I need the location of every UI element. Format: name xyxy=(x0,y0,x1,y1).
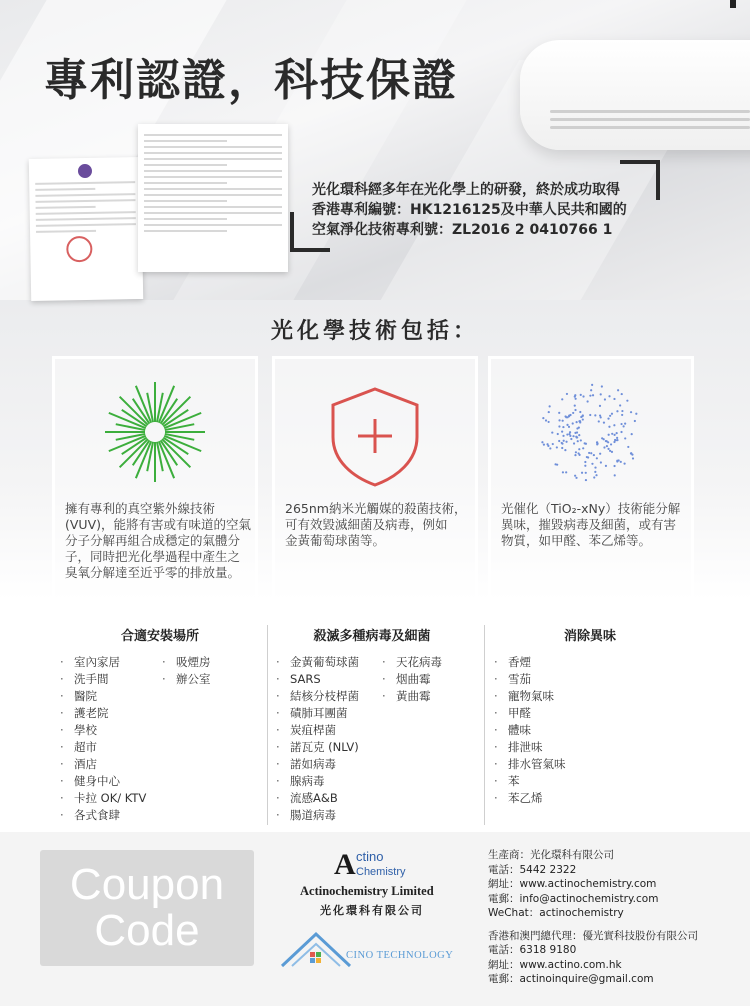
particle-dot xyxy=(561,398,563,400)
particle-dot xyxy=(607,448,609,450)
air-purifier-image xyxy=(520,40,750,150)
particle-dot xyxy=(611,413,613,415)
tech-section-title: 光化學技術包括： xyxy=(270,319,479,344)
particle-dot xyxy=(617,389,619,391)
germs-list-extra xyxy=(382,654,442,705)
particle-dot xyxy=(631,433,633,435)
tech-card-description xyxy=(501,501,687,549)
particle-dot xyxy=(580,439,582,441)
particle-dot xyxy=(603,446,605,448)
particle-dot xyxy=(547,445,549,447)
particle-dot xyxy=(561,447,563,449)
particle-dot xyxy=(574,396,576,398)
particle-dot xyxy=(624,437,626,439)
particle-dot xyxy=(623,425,625,427)
germ-item: · 天花病毒 xyxy=(382,654,442,671)
particle-dot xyxy=(548,421,550,423)
odor-item: · 排泄味 xyxy=(494,739,566,756)
particle-dot xyxy=(545,419,547,421)
particle-dot xyxy=(565,441,567,443)
places-heading: 合適安裝場所 xyxy=(120,629,199,644)
tech-card-description xyxy=(285,501,471,549)
particle-dot xyxy=(594,414,596,416)
tech-card-description xyxy=(65,501,251,581)
particle-dot xyxy=(600,393,602,395)
particle-dot xyxy=(605,465,607,467)
particle-dot xyxy=(584,442,586,444)
particle-dot xyxy=(603,438,605,440)
particle-dot xyxy=(576,436,578,438)
particle-dot xyxy=(619,404,621,406)
particle-dot xyxy=(556,464,558,466)
germs-list xyxy=(276,654,359,824)
column-divider xyxy=(484,625,485,825)
particle-dot xyxy=(605,440,607,442)
particle-dot xyxy=(634,420,636,422)
particle-dot xyxy=(599,414,601,416)
particle-dot xyxy=(569,431,571,433)
particle-dot xyxy=(596,441,598,443)
device-vent xyxy=(550,118,750,121)
particle-dot xyxy=(626,400,628,402)
particle-dot xyxy=(620,423,622,425)
patent-line: 香港專利編號：HK1216125及中華人民共和國的 xyxy=(312,202,627,218)
particle-dot xyxy=(623,463,625,465)
germs-heading: 殺滅多種病毒及細菌 xyxy=(313,629,431,644)
particle-dot xyxy=(558,419,560,421)
particle-dot xyxy=(564,449,566,451)
particle-dot xyxy=(574,409,576,411)
tech-card-tio2 xyxy=(488,356,694,600)
particle-dot xyxy=(548,411,550,413)
particle-dot xyxy=(591,384,593,386)
particle-dot xyxy=(620,461,622,463)
particle-dot xyxy=(577,440,579,442)
particle-dot xyxy=(582,414,584,416)
cino-technology-text: CINO TECHNOLOGY xyxy=(346,950,454,961)
particle-dot xyxy=(594,471,596,473)
particle-dot xyxy=(582,447,584,449)
particle-dot xyxy=(576,421,578,423)
odor-item: · 排水管氣味 xyxy=(494,756,566,773)
particle-dot xyxy=(627,446,629,448)
germ-item: · 磧肺耳團菌 xyxy=(276,705,359,722)
device-vent xyxy=(550,126,750,129)
particle-dot xyxy=(613,465,615,467)
particle-dot xyxy=(630,452,632,454)
particle-dot xyxy=(585,472,587,474)
page-headline: 專利認證，科技保證 xyxy=(44,55,458,106)
particle-dot xyxy=(595,474,597,476)
brand-name-en: Actinochemistry Limited xyxy=(300,884,434,898)
particle-dot xyxy=(596,457,598,459)
particle-dot xyxy=(568,426,570,428)
particle-dot xyxy=(581,472,583,474)
place-item: · 吸煙房 xyxy=(162,654,211,671)
desc-line: 擁有專利的真空紫外線技術 xyxy=(65,501,216,516)
particle-dot xyxy=(565,471,567,473)
particle-dot xyxy=(575,451,577,453)
cino-technology-logo xyxy=(276,926,476,970)
place-item: · 辦公室 xyxy=(162,671,211,688)
phone-line: 電話：5442 2322 xyxy=(488,863,577,876)
particle-dot xyxy=(570,438,572,440)
uv-burst-icon xyxy=(55,377,255,487)
particle-dot xyxy=(624,423,626,425)
place-item: · 各式食肆 xyxy=(60,807,146,824)
particle-dot xyxy=(608,395,610,397)
particle-dot xyxy=(551,431,553,433)
germ-item: · SARS xyxy=(276,671,359,688)
germ-item: · 腺病毒 xyxy=(276,773,359,790)
place-item: · 超市 xyxy=(60,739,146,756)
particle-dot xyxy=(608,434,610,436)
particle-dot xyxy=(578,448,580,450)
particle-dot xyxy=(594,466,596,468)
seal-icon xyxy=(66,236,92,262)
particle-dot xyxy=(589,395,591,397)
particle-dot xyxy=(561,430,563,432)
particle-dot xyxy=(635,413,637,415)
particle-dot xyxy=(549,405,551,407)
coupon-code-box xyxy=(40,850,254,966)
odor-item: · 苯 xyxy=(494,773,566,790)
germ-item: · 金黃葡萄球菌 xyxy=(276,654,359,671)
patent-statement xyxy=(312,180,662,240)
particle-dot xyxy=(576,427,578,429)
particle-dot xyxy=(572,412,574,414)
particle-dot xyxy=(607,418,609,420)
places-list xyxy=(60,654,146,824)
odor-item: · 香煙 xyxy=(494,654,566,671)
particle-dot xyxy=(598,420,600,422)
particle-dot xyxy=(582,418,584,420)
particle-dot xyxy=(584,465,586,467)
particle-dot xyxy=(613,398,615,400)
particle-dot xyxy=(573,442,575,444)
particle-dot xyxy=(574,475,576,477)
particle-dot xyxy=(589,414,591,416)
particle-dot xyxy=(542,417,544,419)
particle-dot xyxy=(574,405,576,407)
particle-dot xyxy=(590,452,592,454)
particle-dot xyxy=(621,414,623,416)
particle-dot xyxy=(558,425,560,427)
particle-dot xyxy=(566,424,568,426)
particle-dot xyxy=(574,432,576,434)
odor-item: · 寵物氣味 xyxy=(494,688,566,705)
place-item: · 室內家居 xyxy=(60,654,146,671)
particle-dot xyxy=(584,461,586,463)
particle-dot xyxy=(556,446,558,448)
brand-name-zh: 光化環科有限公司 xyxy=(320,904,424,917)
particle-dot xyxy=(549,447,551,449)
particle-dot xyxy=(579,421,581,423)
particle-dot xyxy=(609,450,611,452)
particle-dot xyxy=(557,433,559,435)
logo-ctino: ctino xyxy=(356,849,384,864)
code-word: Code xyxy=(94,906,200,955)
column-divider xyxy=(267,625,268,825)
germ-item: · 烟曲霉 xyxy=(382,671,442,688)
place-item: · 學校 xyxy=(60,722,146,739)
particle-dot xyxy=(632,457,634,459)
desc-line: 分子分解再組合成穩定的氣體分 xyxy=(65,533,241,548)
patent-line: 空氣淨化技術專利號：ZL2016 2 0410766 1 xyxy=(312,222,613,238)
particle-dot xyxy=(566,393,568,395)
actinochemistry-logo xyxy=(334,846,414,882)
coupon-word: Coupon xyxy=(69,860,225,909)
place-item: · 健身中心 xyxy=(60,773,146,790)
emblem-icon xyxy=(78,164,92,178)
particle-dot xyxy=(592,394,594,396)
place-item: · 卡拉 OK/ KTV xyxy=(60,790,146,807)
place-item: · 酒店 xyxy=(60,756,146,773)
germ-item: · 流感A&B xyxy=(276,790,359,807)
particle-dot xyxy=(569,414,571,416)
particle-dot xyxy=(609,415,611,417)
particle-dot xyxy=(588,452,590,454)
places-list-extra xyxy=(162,654,211,688)
particle-dot xyxy=(577,452,579,454)
germ-item: · 諾如病毒 xyxy=(276,756,359,773)
particle-dot xyxy=(611,433,613,435)
particle-dot xyxy=(580,394,582,396)
particle-dot xyxy=(593,454,595,456)
desc-line: 物質，如甲醛、苯乙烯等。 xyxy=(501,533,652,548)
place-item: · 醫院 xyxy=(60,688,146,705)
logo-chemistry: Chemistry xyxy=(356,866,406,878)
particle-dot xyxy=(616,460,618,462)
desc-line: 金黃葡萄球菌等。 xyxy=(285,533,386,548)
particle-dot xyxy=(585,479,587,481)
particle-dot xyxy=(601,385,603,387)
contact-info xyxy=(488,848,698,987)
germ-item: · 諾瓦克 (NLV) xyxy=(276,739,359,756)
particle-sphere-icon xyxy=(491,377,691,487)
particle-dot xyxy=(563,440,565,442)
desc-line: 子，同時把光化學過程中產生之 xyxy=(65,549,241,564)
particle-dot xyxy=(572,422,574,424)
email-link[interactable]: 電郵：info@actinochemistry.com xyxy=(488,892,659,905)
email-link[interactable]: 電郵：actinoinquire@gmail.com xyxy=(488,973,654,985)
particle-dot xyxy=(574,454,576,456)
tech-card-photocatalyst xyxy=(272,356,478,600)
utility-patent-certificate-image xyxy=(29,157,143,301)
particle-dot xyxy=(575,398,577,400)
place-item: · 護老院 xyxy=(60,705,146,722)
particle-dot xyxy=(606,445,608,447)
particle-dot xyxy=(562,435,564,437)
odor-item: · 雪茄 xyxy=(494,671,566,688)
particle-dot xyxy=(586,456,588,458)
germ-item: · 結核分枝桿菌 xyxy=(276,688,359,705)
device-edge xyxy=(730,0,736,8)
odors-list xyxy=(494,654,566,807)
particle-dot xyxy=(614,474,616,476)
desc-line: 可有效毀滅細菌及病毒，例如 xyxy=(285,517,448,532)
logo-letter-a: A xyxy=(334,848,356,881)
wechat-line: WeChat：actinochemistry xyxy=(488,907,624,919)
particle-dot xyxy=(630,411,632,413)
odor-item: · 苯乙烯 xyxy=(494,790,566,807)
particle-dot xyxy=(593,476,595,478)
particle-dot xyxy=(572,435,574,437)
odor-item: · 甲醛 xyxy=(494,705,566,722)
particle-dot xyxy=(558,412,560,414)
particle-dot xyxy=(613,424,615,426)
device-vent xyxy=(550,110,750,113)
germ-item: · 黃曲霉 xyxy=(382,688,442,705)
particle-dot xyxy=(614,439,616,441)
particle-dot xyxy=(552,443,554,445)
particle-dot xyxy=(599,405,601,407)
particle-dot xyxy=(562,471,564,473)
phone-line: 電話：6318 9180 xyxy=(488,944,577,956)
manufacturer-line: 生產商：光化環科有限公司 xyxy=(488,849,614,861)
website-link[interactable]: 網址：www.actino.com.hk xyxy=(488,958,622,971)
particle-dot xyxy=(587,400,589,402)
website-link[interactable]: 網址：www.actinochemistry.com xyxy=(488,878,657,890)
hk-patent-certificate-image xyxy=(138,124,288,272)
particle-dot xyxy=(600,461,602,463)
shield-cross-icon xyxy=(275,377,475,487)
particle-dot xyxy=(613,434,615,436)
particle-dot xyxy=(575,477,577,479)
desc-line: 265nm納米光觸媒的殺菌技術， xyxy=(285,501,467,516)
particle-dot xyxy=(621,393,623,395)
particle-dot xyxy=(579,411,581,413)
particle-dot xyxy=(616,432,618,434)
place-item: · 洗手間 xyxy=(60,671,146,688)
distributor-line: 香港和澳門總代理：優光實科技股份有限公司 xyxy=(488,929,698,942)
particle-dot xyxy=(582,395,584,397)
particle-dot xyxy=(611,451,613,453)
particle-dot xyxy=(564,415,566,417)
particle-dot xyxy=(543,443,545,445)
odors-heading: 消除異味 xyxy=(563,629,616,644)
particle-dot xyxy=(608,426,610,428)
particle-dot xyxy=(599,453,601,455)
particle-dot xyxy=(603,422,605,424)
particle-dot xyxy=(616,437,618,439)
desc-line: 異味，摧毀病毒及細菌，或有害 xyxy=(501,517,677,532)
desc-line: 臭氧分解達至近乎零的排放量。 xyxy=(65,565,241,580)
particle-dot xyxy=(578,434,580,436)
germ-item: · 炭疽桿菌 xyxy=(276,722,359,739)
particle-dot xyxy=(610,443,612,445)
germ-item: · 腸道病毒 xyxy=(276,807,359,824)
particle-dot xyxy=(591,463,593,465)
particle-dot xyxy=(604,398,606,400)
particle-dot xyxy=(568,433,570,435)
particle-dot xyxy=(620,431,622,433)
particle-dot xyxy=(558,440,560,442)
particle-dot xyxy=(566,433,568,435)
patent-line: 光化環科經多年在光化學上的研發，終於成功取得 xyxy=(312,182,620,198)
desc-line: 光催化（TiO₂-xNy）技術能分解 xyxy=(501,501,681,516)
particle-dot xyxy=(621,410,623,412)
particle-dot xyxy=(590,389,592,391)
particle-dot xyxy=(561,443,563,445)
tech-card-vuv xyxy=(52,356,258,600)
particle-dot xyxy=(607,441,609,443)
particle-dot xyxy=(541,441,543,443)
desc-line: (VUV)，能將有害或有味道的空氣 xyxy=(65,517,252,532)
particle-dot xyxy=(616,410,618,412)
particle-dot xyxy=(562,420,564,422)
odor-item: · 體味 xyxy=(494,722,566,739)
particle-dot xyxy=(562,426,564,428)
